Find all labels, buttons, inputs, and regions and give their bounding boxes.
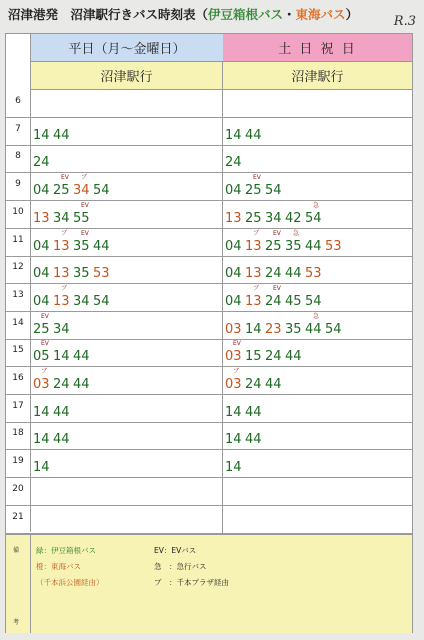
minute-value: 13 [245, 238, 262, 254]
timetable-sheet [5, 33, 413, 633]
departure-minute [225, 156, 245, 169]
minute-value: 13 [245, 293, 262, 309]
departure-tag: EV [81, 201, 89, 209]
minute-value: 15 [245, 349, 262, 365]
note-green-company: 緑：伊豆箱根バス [36, 546, 96, 555]
notes-label-top: 備 [13, 547, 20, 554]
departure-minute [265, 212, 285, 225]
departure-minute [225, 340, 245, 365]
departure-minute [33, 212, 53, 225]
departure-tag: ブ [41, 368, 48, 375]
timetable-row [6, 256, 412, 284]
minute-value: 44 [285, 349, 302, 365]
weekend-cell [223, 506, 412, 533]
weekday-cell [31, 506, 223, 533]
hour-label: 8 [15, 151, 21, 162]
weekday-header: 平日（月～金曜日） [31, 34, 224, 62]
minute-value: 04 [225, 266, 242, 282]
minute-value: 04 [33, 266, 50, 282]
minute-value: 55 [73, 210, 90, 226]
timetable-row [6, 422, 412, 450]
minute-value: 44 [245, 432, 262, 448]
minute-value: 53 [93, 266, 110, 282]
notes-panel [6, 534, 412, 633]
departure-minute [265, 284, 285, 309]
departure-minute [53, 350, 73, 363]
departure-minute [305, 201, 325, 226]
departure-minute [245, 267, 265, 280]
minute-value: 44 [305, 321, 322, 337]
minute-value: 03 [225, 377, 242, 392]
departure-minute [265, 350, 285, 363]
departure-minute [53, 378, 73, 391]
departure-minute [73, 229, 93, 254]
departure-minute [265, 184, 285, 197]
minute-value: 54 [93, 183, 110, 199]
departure-tag: ブ [253, 284, 260, 292]
minute-value: 25 [53, 183, 70, 199]
title-company-tokai: 東海バス [295, 7, 346, 22]
hour-label: 13 [12, 289, 24, 300]
weekend-departures [225, 267, 325, 280]
departure-tag: ブ [81, 174, 88, 182]
minute-value: 44 [245, 404, 262, 420]
hour-label: 14 [12, 317, 24, 328]
weekday-departures [33, 284, 113, 309]
weekend-departures [225, 312, 345, 337]
departure-minute [33, 156, 53, 169]
weekday-cell [31, 395, 223, 422]
minute-value: 24 [245, 377, 262, 392]
departure-minute [285, 295, 305, 308]
departure-minute [93, 267, 113, 280]
departure-minute [245, 174, 265, 199]
notes-side-label [6, 535, 31, 633]
weekend-departures [225, 406, 265, 419]
minute-value: 34 [73, 293, 90, 309]
departure-minute [33, 295, 53, 308]
departure-minute [73, 350, 93, 363]
hour-label: 19 [12, 456, 24, 467]
minute-value: 35 [285, 238, 302, 254]
timetable-row [6, 118, 412, 146]
minute-value: 14 [225, 127, 242, 143]
weekday-cell [31, 201, 223, 228]
weekday-destination: 沼津駅行 [31, 62, 223, 90]
departure-minute [53, 129, 73, 142]
timetable-row [6, 173, 412, 201]
weekend-cell [223, 450, 412, 477]
departure-tag: ブ [233, 368, 240, 375]
departure-minute [53, 406, 73, 419]
departure-minute [245, 378, 265, 391]
weekend-departures [225, 461, 245, 474]
minute-value: 54 [93, 293, 110, 309]
hour-label: 20 [12, 483, 24, 494]
weekday-cell [31, 450, 223, 477]
timetable-row [6, 229, 412, 257]
departure-tag: EV [81, 229, 89, 237]
weekend-cell [223, 478, 412, 505]
departure-minute [225, 433, 245, 446]
departure-minute [225, 212, 245, 225]
weekday-cell [31, 367, 223, 394]
hour-label: 15 [12, 345, 24, 356]
departure-minute [245, 212, 265, 225]
weekend-departures [225, 201, 325, 226]
minute-value: 44 [245, 127, 262, 143]
weekend-cell [223, 284, 412, 311]
departure-tag: EV [253, 174, 261, 182]
weekday-cell [31, 312, 223, 339]
departure-minute [33, 461, 53, 474]
minute-value: 04 [225, 238, 242, 254]
timetable-row [6, 90, 412, 118]
weekend-cell [223, 312, 412, 339]
departure-minute [33, 340, 53, 365]
minute-value: 25 [265, 238, 282, 254]
minute-value: 13 [53, 293, 70, 309]
weekday-departures [33, 461, 53, 474]
minute-value: 54 [305, 293, 322, 309]
weekday-cell [31, 118, 223, 145]
departure-tag: 急 [313, 201, 320, 209]
note-senbon-plaza: ブ ：千本プラザ経由 [154, 578, 229, 587]
departure-minute [325, 323, 345, 336]
departure-minute [225, 368, 245, 392]
departure-minute [53, 323, 73, 336]
note-orange-route: （千本浜公園経由） [36, 578, 104, 587]
weekend-departures [225, 129, 265, 142]
note-ev: EV：EVバス [154, 546, 197, 555]
hour-label: 17 [12, 400, 24, 411]
departure-minute [53, 229, 73, 254]
departure-minute [285, 323, 305, 336]
minute-value: 53 [305, 266, 322, 282]
departure-minute [225, 461, 245, 474]
weekday-departures [33, 340, 93, 365]
title-company-izuhakone: 伊豆箱根バス [208, 7, 284, 22]
departure-minute [53, 284, 73, 309]
weekday-cell [31, 229, 223, 256]
departure-minute [93, 184, 113, 197]
minute-value: 45 [285, 293, 302, 309]
departure-minute [245, 323, 265, 336]
weekend-cell [223, 229, 412, 256]
minute-value: 14 [33, 127, 50, 143]
weekday-departures [33, 129, 73, 142]
hour-label: 11 [12, 234, 24, 245]
departure-minute [305, 312, 325, 337]
weekend-departures [225, 229, 345, 254]
weekend-cell [223, 173, 412, 200]
minute-value: 34 [73, 183, 90, 199]
departure-minute [73, 378, 93, 391]
departure-minute [245, 229, 265, 254]
timetable-row [6, 339, 412, 367]
minute-value: 44 [53, 432, 70, 448]
minute-value: 04 [225, 293, 242, 309]
departure-minute [53, 212, 73, 225]
departure-minute [265, 378, 285, 391]
weekday-cell [31, 422, 223, 449]
departure-minute [73, 267, 93, 280]
minute-value: 44 [53, 127, 70, 143]
minute-value: 14 [33, 432, 50, 448]
note-orange-company: 橙：東海バス [36, 562, 81, 571]
departure-minute [93, 240, 113, 253]
minute-value: 13 [53, 266, 70, 282]
note-express: 急 ：急行バス [154, 562, 207, 571]
minute-value: 44 [93, 238, 110, 254]
minute-value: 14 [33, 460, 50, 476]
minute-value: 25 [245, 210, 262, 226]
timetable-row [6, 367, 412, 395]
minute-value: 13 [245, 266, 262, 282]
weekday-departures [33, 229, 113, 254]
hour-label: 6 [15, 96, 21, 106]
departure-minute [225, 240, 245, 253]
minute-value: 53 [325, 238, 342, 254]
minute-value: 44 [305, 238, 322, 254]
departure-minute [53, 433, 73, 446]
weekend-cell [223, 118, 412, 145]
minute-value: 14 [33, 404, 50, 420]
departure-minute [245, 129, 265, 142]
minute-value: 34 [53, 321, 70, 337]
departure-minute [33, 312, 53, 337]
departure-tag: ブ [61, 229, 68, 237]
weekday-departures [33, 156, 53, 169]
departure-minute [245, 350, 265, 363]
page-title [8, 5, 388, 23]
departure-minute [33, 368, 53, 392]
minute-value: 14 [53, 349, 70, 365]
hour-label: 16 [12, 373, 24, 383]
departure-minute [245, 433, 265, 446]
weekend-cell [223, 201, 412, 228]
weekend-header: 土 日 祝 日 [223, 34, 412, 62]
minute-value: 54 [305, 210, 322, 226]
departure-minute [285, 212, 305, 225]
departure-tag: EV [273, 284, 281, 292]
departure-minute [285, 229, 305, 254]
departure-minute [325, 240, 345, 253]
hour-label: 7 [15, 123, 21, 134]
departure-minute [265, 267, 285, 280]
departure-minute [225, 323, 245, 336]
weekday-departures [33, 201, 93, 226]
minute-value: 24 [265, 266, 282, 282]
hour-label: 18 [12, 428, 24, 439]
title-separator: ・ [283, 7, 296, 22]
departure-tag: EV [61, 174, 69, 182]
weekend-departures [225, 340, 305, 365]
departure-minute [225, 295, 245, 308]
departure-minute [225, 267, 245, 280]
departure-tag: EV [41, 340, 49, 348]
departure-tag: 急 [293, 229, 300, 237]
weekday-cell [31, 173, 223, 200]
departure-tag: EV [233, 340, 241, 348]
minute-value: 25 [33, 321, 50, 337]
weekday-cell [31, 284, 223, 311]
notes-label-bottom: 考 [13, 619, 20, 626]
departure-minute [305, 240, 325, 253]
departure-minute [73, 174, 93, 199]
minute-value: 24 [265, 293, 282, 309]
departure-minute [33, 406, 53, 419]
weekend-cell [223, 339, 412, 366]
departure-minute [265, 229, 285, 254]
minute-value: 04 [33, 238, 50, 254]
departure-minute [53, 174, 73, 199]
departure-minute [305, 267, 325, 280]
departure-tag: ブ [61, 284, 68, 292]
departure-minute [33, 433, 53, 446]
departure-minute [53, 267, 73, 280]
minute-value: 34 [53, 210, 70, 226]
minute-value: 14 [225, 460, 242, 476]
weekday-cell [31, 478, 223, 505]
minute-value: 03 [225, 321, 242, 337]
weekend-cell [223, 145, 412, 172]
hour-label: 9 [15, 179, 21, 190]
minute-value: 35 [73, 238, 90, 254]
departure-minute [33, 184, 53, 197]
weekend-departures [225, 284, 325, 309]
revision-mark: R.3 [393, 14, 416, 29]
weekday-departures [33, 406, 73, 419]
weekend-cell [223, 395, 412, 422]
minute-value: 14 [225, 432, 242, 448]
weekday-departures [33, 368, 93, 392]
minute-value: 03 [225, 349, 242, 365]
weekend-departures [225, 156, 245, 169]
minute-value: 44 [265, 377, 282, 392]
minute-value: 13 [225, 210, 242, 226]
minute-value: 24 [265, 349, 282, 365]
hour-label: 21 [12, 511, 24, 522]
departure-minute [285, 350, 305, 363]
departure-minute [73, 295, 93, 308]
departure-minute [245, 284, 265, 309]
minute-value: 03 [33, 377, 50, 392]
title-close: ） [345, 7, 359, 22]
minute-value: 44 [73, 349, 90, 365]
hour-label: 10 [12, 206, 24, 217]
minute-value: 35 [285, 321, 302, 337]
minute-value: 23 [265, 321, 282, 337]
timetable-row [6, 450, 412, 478]
weekend-departures [225, 433, 265, 446]
minute-value: 24 [225, 155, 242, 171]
timetable-row [6, 395, 412, 423]
title-prefix: 沼津港発 沼津駅行きバス時刻表（ [8, 7, 209, 22]
minute-value: 14 [225, 404, 242, 420]
minute-value: 04 [33, 293, 50, 309]
minute-value: 14 [245, 321, 262, 337]
weekday-departures [33, 174, 113, 199]
timetable-row [6, 506, 412, 534]
minute-value: 25 [245, 183, 262, 199]
departure-minute [33, 267, 53, 280]
minute-value: 04 [225, 183, 242, 199]
departure-tag: ブ [253, 229, 260, 237]
weekday-departures [33, 312, 73, 337]
timetable-row [6, 312, 412, 340]
timetable-row [6, 145, 412, 173]
departure-minute [73, 201, 93, 226]
departure-minute [305, 295, 325, 308]
weekend-destination: 沼津駅行 [223, 62, 412, 90]
minute-value: 44 [285, 266, 302, 282]
timetable-row [6, 201, 412, 229]
weekend-cell [223, 90, 412, 117]
departure-minute [33, 129, 53, 142]
hour-label: 12 [12, 262, 24, 273]
timetable-row [6, 478, 412, 506]
departure-minute [225, 184, 245, 197]
minute-value: 13 [53, 238, 70, 254]
minute-value: 44 [53, 404, 70, 420]
minute-value: 54 [325, 321, 342, 337]
minute-value: 24 [33, 155, 50, 171]
minute-value: 35 [73, 266, 90, 282]
departure-tag: EV [41, 312, 49, 320]
weekday-cell [31, 90, 223, 117]
minute-value: 44 [73, 377, 90, 392]
minute-value: 13 [33, 210, 50, 226]
departure-minute [93, 295, 113, 308]
departure-minute [225, 406, 245, 419]
departure-tag: EV [273, 229, 281, 237]
minute-value: 54 [265, 183, 282, 199]
minute-value: 04 [33, 183, 50, 199]
minute-value: 34 [265, 210, 282, 226]
weekday-departures [33, 267, 113, 280]
departure-tag: 急 [313, 312, 320, 320]
departure-minute [33, 240, 53, 253]
minute-value: 24 [53, 377, 70, 392]
weekday-departures [33, 433, 73, 446]
weekend-cell [223, 422, 412, 449]
minute-value: 05 [33, 349, 50, 365]
departure-minute [225, 129, 245, 142]
weekend-cell [223, 367, 412, 394]
weekend-departures [225, 368, 285, 392]
weekday-cell [31, 339, 223, 366]
minute-value: 42 [285, 210, 302, 226]
departure-minute [245, 406, 265, 419]
departure-minute [265, 323, 285, 336]
weekend-departures [225, 174, 285, 199]
weekday-cell [31, 256, 223, 283]
weekend-cell [223, 256, 412, 283]
departure-minute [285, 267, 305, 280]
weekday-cell [31, 145, 223, 172]
timetable-row [6, 284, 412, 312]
